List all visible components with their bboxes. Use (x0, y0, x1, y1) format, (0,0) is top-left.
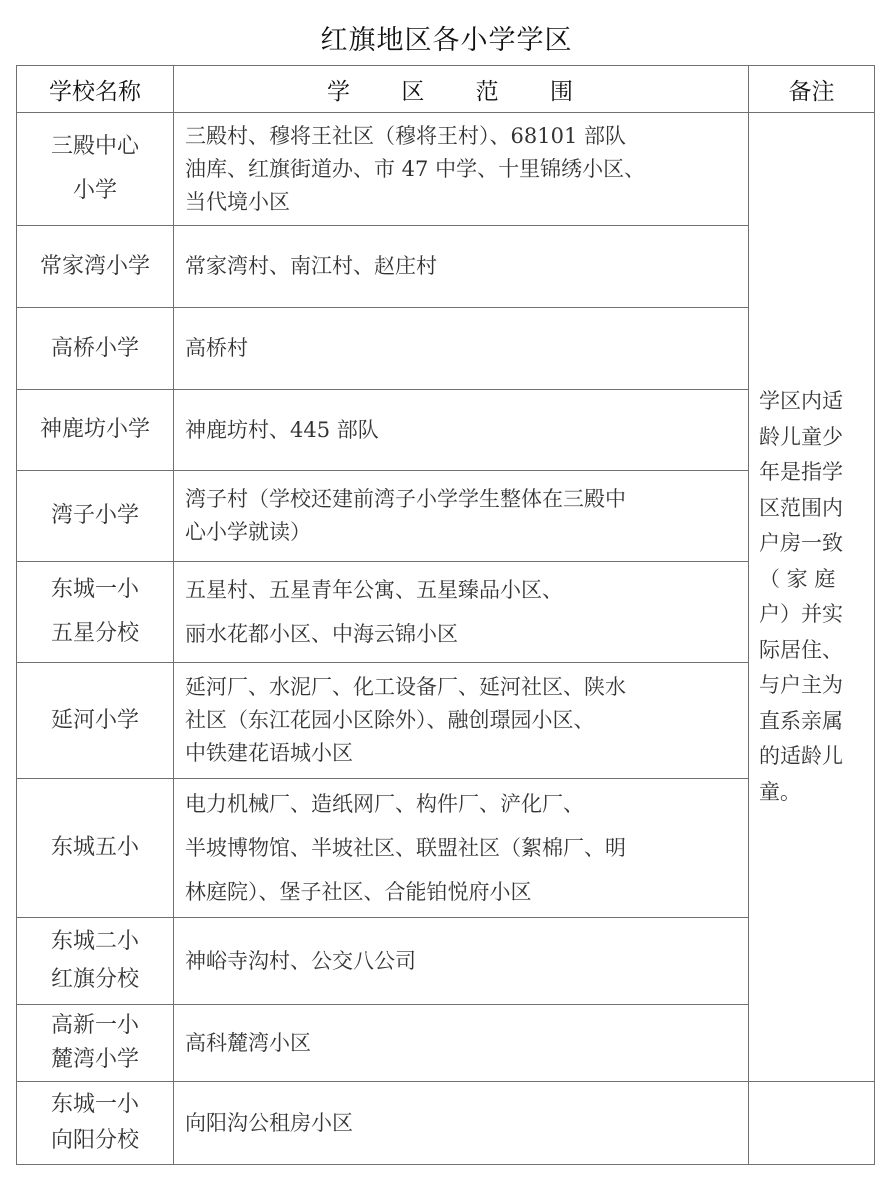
school-name-cell: 东城五小 (17, 779, 174, 918)
table-row (17, 226, 875, 308)
school-name-cell: 湾子小学 (17, 471, 174, 562)
district-range-cell: 延河厂、水泥厂、化工设备厂、延河社区、陕水 社区（东江花园小区除外）、融创璟园小区、 中铁建花语城小区 (174, 663, 749, 779)
header-remarks: 备注 (749, 66, 875, 113)
district-range-cell: 高桥村 (174, 308, 749, 390)
district-range-cell: 神鹿坊村、445 部队 (174, 390, 749, 471)
district-range-cell: 湾子村（学校还建前湾子小学学生整体在三殿中 心小学就读） (174, 471, 749, 562)
table-row (17, 562, 875, 663)
district-range-cell: 神峪寺沟村、公交八公司 (174, 918, 749, 1005)
header-district-range: 学 区 范 围 (174, 66, 749, 113)
school-name-cell: 东城一小 五星分校 (17, 562, 174, 663)
document-title: 红旗地区各小学学区 (320, 25, 573, 56)
school-name-cell: 高桥小学 (17, 308, 174, 390)
district-range-cell: 三殿村、穆将王社区（穆将王村）、68101 部队 油库、红旗街道办、市 47 中学、十里锦绣小区、 当代境小区 (174, 113, 749, 226)
remarks-cell: 学区内适 龄儿童少 年是指学 区范围内 户房一致 （ 家 庭 户）并实 际居住、 与户主为 直系亲属 的适龄儿 童。 (749, 113, 875, 1082)
table-row (17, 918, 875, 1005)
table-row (17, 390, 875, 471)
school-name-cell: 东城二小 红旗分校 (17, 918, 174, 1005)
school-district-table (16, 65, 875, 1165)
school-name-cell: 三殿中心 小学 (17, 113, 174, 226)
school-name-cell: 延河小学 (17, 663, 174, 779)
district-range-cell: 五星村、五星青年公寓、五星臻品小区、 丽水花都小区、中海云锦小区 (174, 562, 749, 663)
district-range-cell: 电力机械厂、造纸网厂、构件厂、浐化厂、 半坡博物馆、半坡社区、联盟社区（絮棉厂、明 林庭院）、堡子社区、合能铂悦府小区 (174, 779, 749, 918)
table-row (17, 471, 875, 562)
school-name-cell: 神鹿坊小学 (17, 390, 174, 471)
school-name-cell: 高新一小 麓湾小学 (17, 1005, 174, 1082)
district-range-cell: 常家湾村、南江村、赵庄村 (174, 226, 749, 308)
district-range-cell: 向阳沟公租房小区 (174, 1082, 749, 1165)
school-name-cell: 常家湾小学 (17, 226, 174, 308)
table-row (17, 663, 875, 779)
district-range-cell: 高科麓湾小区 (174, 1005, 749, 1082)
table-row (17, 308, 875, 390)
table-row (17, 113, 875, 226)
table-header-row (17, 66, 875, 113)
table-row (17, 1005, 875, 1082)
header-school-name: 学校名称 (17, 66, 174, 113)
table-row (17, 1082, 875, 1165)
school-name-cell: 东城一小 向阳分校 (17, 1082, 174, 1165)
table-row (17, 779, 875, 918)
remarks-cell-empty (749, 1082, 875, 1165)
